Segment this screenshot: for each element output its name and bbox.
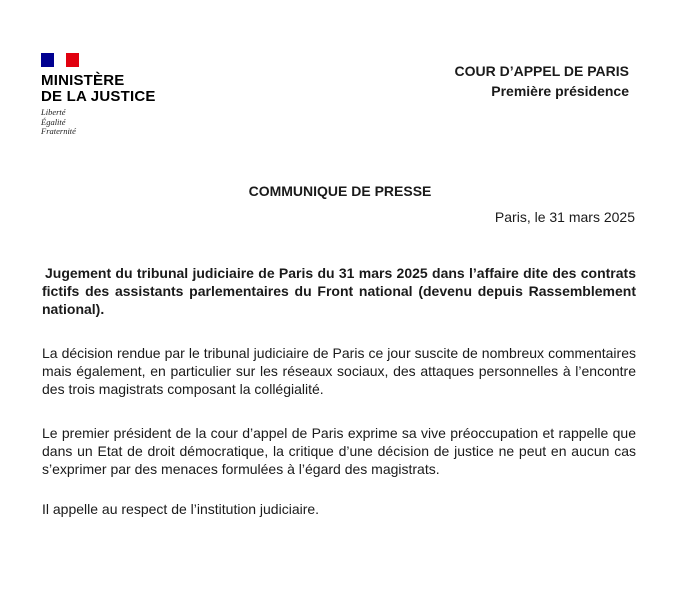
ministry-name: [41, 73, 171, 105]
court-name: COUR D’APPEL DE PARIS: [454, 63, 629, 79]
ministry-logo: [41, 53, 171, 137]
ministry-name-line2: DE LA JUSTICE: [41, 88, 156, 105]
document-title: COMMUNIQUE DE PRESSE: [248, 183, 432, 199]
court-subtitle: Première présidence: [491, 83, 629, 99]
ministry-name-line1: MINISTÈRE: [41, 72, 125, 89]
paragraph-3: Il appelle au respect de l’institution judiciaire.: [42, 501, 320, 517]
court-header: [454, 61, 629, 101]
paragraph-2: Le premier président de la cour d’appel de Paris exprime sa vive préoccupation et rappelle que dans un Etat de droit démocratique, la critique d’une décision de justice ne peut en aucun cas s’exprimer par des menaces formulées à l’égard des magistrats.: [42, 425, 636, 477]
motto-fraternite: Fraternité: [41, 126, 76, 136]
republic-motto: [41, 108, 171, 137]
headline: Jugement du tribunal judiciaire de Paris du 31 mars 2025 dans l’affaire dite des contrats fictifs des assistants parlementaires du Front national (devenu depuis Rassemblement national).: [42, 265, 636, 317]
motto-egalite: Égalité: [41, 116, 66, 127]
paragraph-1: La décision rendue par le tribunal judiciaire de Paris ce jour suscite de nombreux commentaires mais également, en particulier sur les réseaux sociaux, des attaques personnelles à l’encontre des trois magistrats composant la collégialité.: [42, 345, 636, 397]
document-date: Paris, le 31 mars 2025: [494, 209, 635, 225]
french-flag-icon: [41, 53, 79, 67]
motto-liberte: Liberté: [41, 107, 66, 117]
